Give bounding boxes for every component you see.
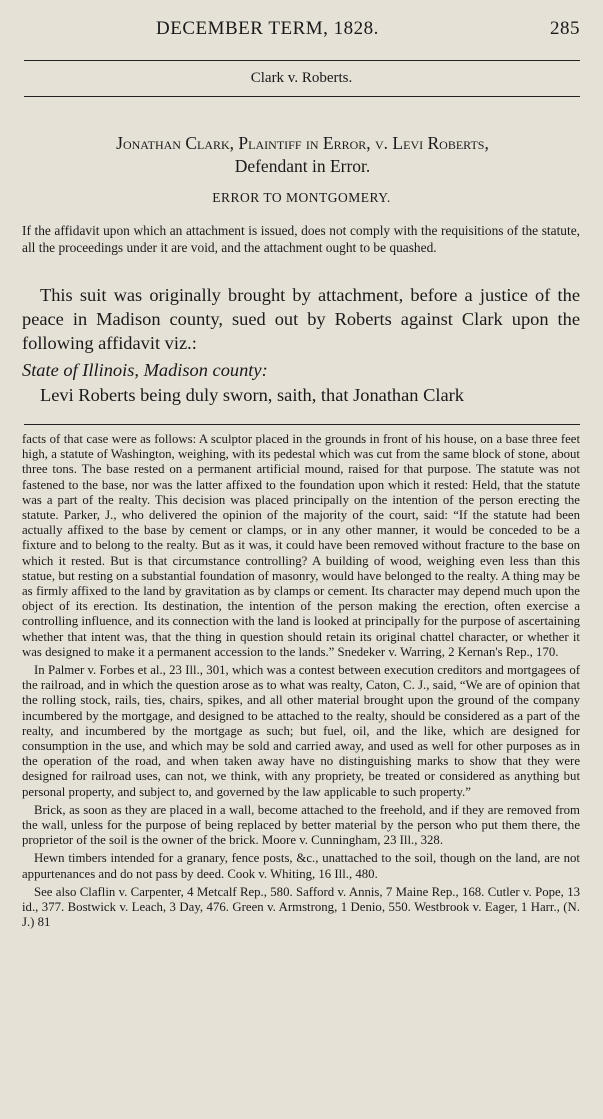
case-title-line2: Defendant in Error.	[234, 156, 371, 176]
case-header: Clark v. Roberts.	[250, 70, 353, 86]
syllabus: If the affidavit upon which an attachment is issued, does not comply with the requisitions of the statute, all the proceedings under it are void, and the attachment ought to be quashed.	[22, 223, 580, 255]
opening-paragraph: This suit was originally brought by attachment, before a justice of the peace in Madison county, sued out by Roberts against Clark upon the following affidavit viz.:	[22, 285, 580, 353]
running-head-title: DECEMBER TERM, 1828.	[156, 18, 379, 39]
case-title	[30, 132, 575, 178]
case-title-line1: Jonathan Clark, Plaintiff in Error, v. Levi Roberts,	[116, 133, 489, 153]
footnotes	[22, 432, 580, 934]
page-number: 285	[550, 18, 580, 39]
footnote-paragraph: Brick, as soon as they are placed in a wall, become attached to the freehold, and if they are removed from the wall, unless for the purpose of being replaced by better material by the person who put them there, the proprietor of the soil is the owner of the brick. Moore v. Cunningham, 23 Ill., 328.	[22, 802, 580, 848]
footnote-rule	[24, 424, 580, 425]
running-head	[24, 18, 580, 46]
subheading: ERROR TO MONTGOMERY.	[212, 190, 391, 205]
state-line: State of Illinois, Madison county:	[22, 360, 268, 380]
sworn-line: Levi Roberts being duly sworn, saith, that Jonathan Clark	[40, 385, 464, 405]
footnote-paragraph: See also Claflin v. Carpenter, 4 Metcalf Rep., 580. Safford v. Annis, 7 Maine Rep., 168. Cutler v. Pope, 13 id., 377. Bostwick v. Leach, 3 Day, 476. Green v. Armstrong, 1 Denio, 550. Westbrook v. Eager, 1 Harr., (N. J.) 81	[22, 884, 580, 930]
top-rule	[24, 60, 580, 61]
footnote-paragraph: Hewn timbers intended for a granary, fence posts, &c., unattached to the soil, though on the land, are not appurtenances and do not pass by deed. Cook v. Whiting, 16 Ill., 480.	[22, 851, 580, 881]
footnote-paragraph: facts of that case were as follows: A sculptor placed in the grounds in front of his house, on a base three feet high, a statute of Washington, weighing, with its pedestal which was cut from the same block of stone, about three tons. The base rested on a permanent artificial mound, raised for that purpose. The statute was not fastened to the base, nor was the latter affixed to the foundation upon which it rested: Held, that the statute was a part of the realty. This decision was placed principally on the intention of the person erecting the statute. Parker, J., who delivered the opinion of the majority of the court, said: “If the statute had been actually affixed to the base by cement or clamps, or in any other manner, it would be conceded to be a fixture and to belong to the realty. But as it was, it could have been removed without fracture to the base on which it rested. But is that circumstance controlling? A building of wood, weighing even less than this statue, but resting on a substantial foundation of masonry, would have belonged to the realty. A thing may be as firmly affixed to the land by gravitation as by clamps or cement. Its character may depend much upon the object of its erection. Its destination, the intention of the person making the erection, often exercise a controlling influence, and its connection with the land is looked at principally for the purpose of ascertaining whether that intent was, that the thing in question should retain its original chattel character, or whether it was designed to make it a permanent accession to the lands.” Snedeker v. Warring, 2 Kernan's Rep., 170.	[22, 432, 580, 659]
footnote-paragraph: In Palmer v. Forbes et al., 23 Ill., 301, which was a contest between execution creditors and mortgagees of the railroad, and in which the question arose as to what was realty, Caton, C. J., said, “We are of opinion that the rolling stock, rails, ties, chairs, spikes, and all other material brought upon the ground of the company incumbered by the mortgage, and designed to be attached to the realty, should be considered as a part of the realty, and incumbered by the mortgage as such; but fuel, oil, and the like, which are designed for consumption in the use, and which may be sold and carried away, and used as well for other purposes as in the operation of the road, and when taken away have no distinguishing marks to show that they were designed for railroad uses, can not, we think, with any propriety, be treated or considered as anything but personal property, and subject to, and governed by the law applicable to such property.”	[22, 663, 580, 799]
case-header-rule	[24, 96, 580, 97]
